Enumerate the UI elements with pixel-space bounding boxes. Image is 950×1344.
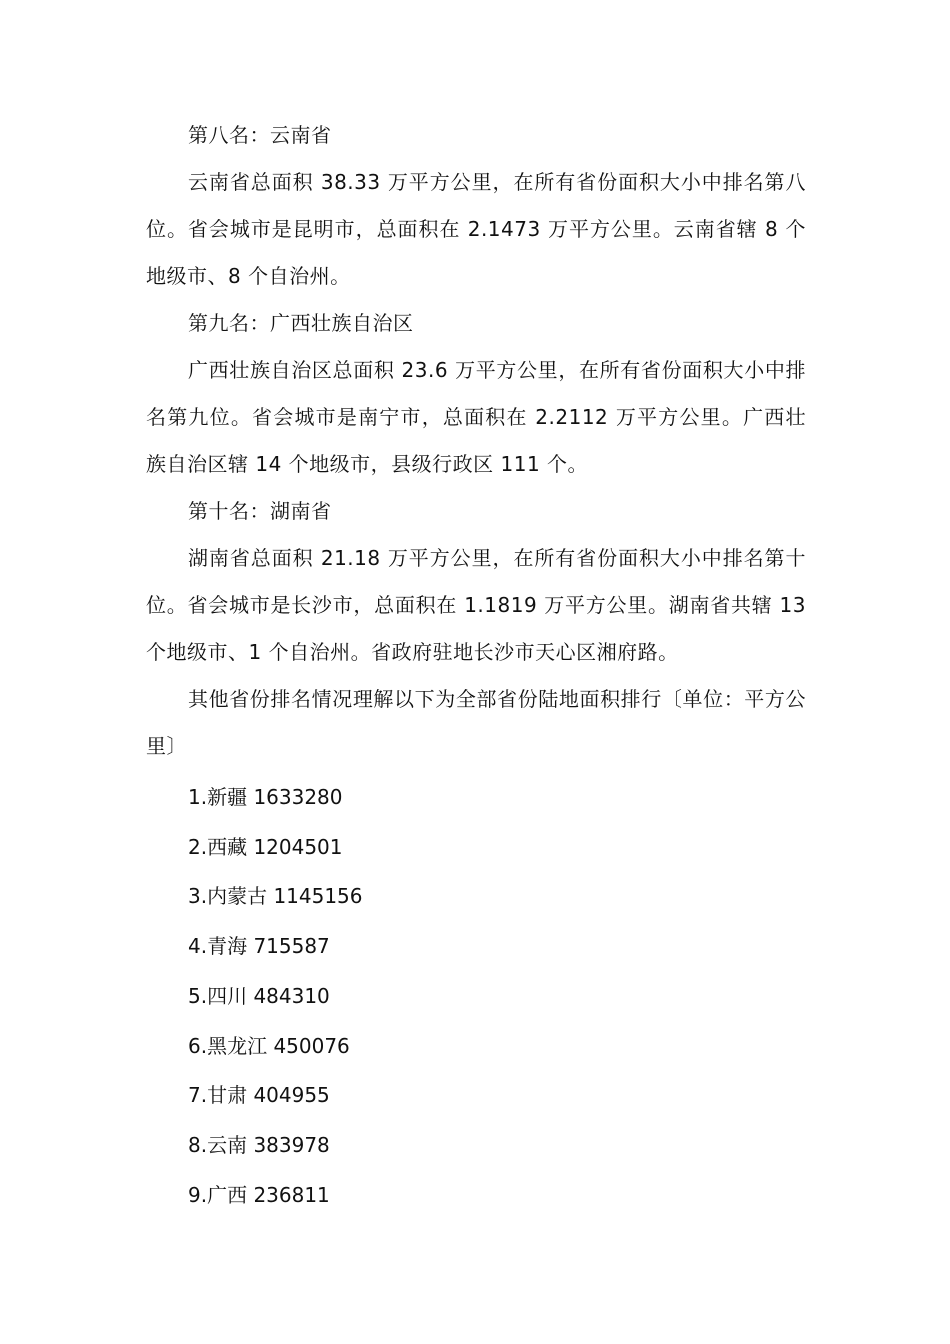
ranking-item: 9.广西 236811 xyxy=(188,1182,330,1207)
document-content xyxy=(146,112,806,1220)
section-body-yunnan: 云南省总面积 38.33 万平方公里，在所有省份面积大小中排名第八位。省会城市是昆明市，总面积在 2.1473 万平方公里。云南省辖 8 个地级市、8 个自治州。 xyxy=(146,170,806,288)
ranking-item: 6.黑龙江 450076 xyxy=(188,1033,350,1058)
ranking-item: 7.甘肃 404955 xyxy=(188,1083,330,1108)
ranking-item: 3.内蒙古 1145156 xyxy=(188,884,363,909)
ranking-item: 5.四川 484310 xyxy=(188,983,330,1008)
section-body-guangxi: 广西壮族自治区总面积 23.6 万平方公里，在所有省份面积大小中排名第九位。省会城市是南宁市，总面积在 2.2112 万平方公里。广西壮族自治区辖 14 个地级市，县级行政区 111 个。 xyxy=(146,358,806,476)
section-heading-guangxi: 第九名：广西壮族自治区 xyxy=(188,311,414,335)
section-heading-yunnan: 第八名：云南省 xyxy=(188,123,332,147)
ranking-item: 8.云南 383978 xyxy=(188,1132,330,1157)
section-body-hunan: 湖南省总面积 21.18 万平方公里，在所有省份面积大小中排名第十位。省会城市是长沙市，总面积在 1.1819 万平方公里。湖南省共辖 13 个地级市、1 个自治州。省政府驻地长沙市天心区湘府路。 xyxy=(146,546,806,664)
ranking-list xyxy=(146,773,806,1220)
ranking-item: 2.西藏 1204501 xyxy=(188,834,343,859)
ranking-intro: 其他省份排名情况理解以下为全部省份陆地面积排行〔单位：平方公里〕 xyxy=(146,687,806,758)
section-heading-hunan: 第十名：湖南省 xyxy=(188,499,332,523)
ranking-item: 4.青海 715587 xyxy=(188,934,330,959)
ranking-item: 1.新疆 1633280 xyxy=(188,785,343,809)
